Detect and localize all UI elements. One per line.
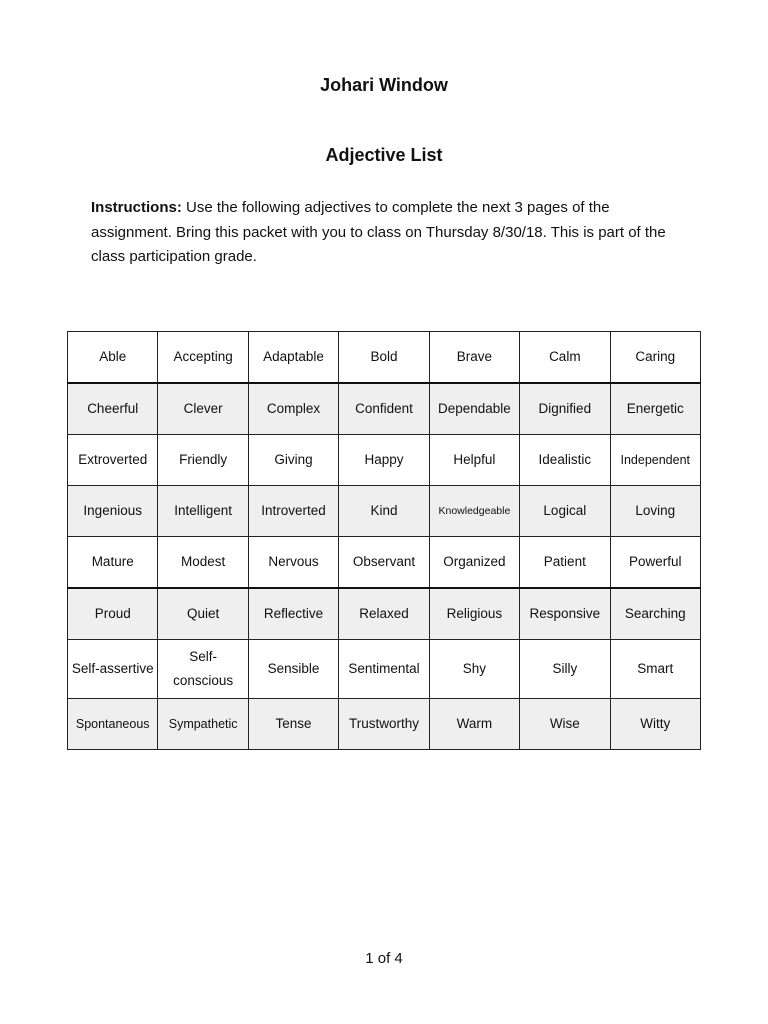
adjective-cell: Extroverted	[68, 435, 158, 486]
adjective-cell: Sympathetic	[158, 699, 248, 750]
table-row	[68, 537, 701, 589]
table-row	[68, 435, 701, 486]
adjective-cell: Spontaneous	[68, 699, 158, 750]
adjective-cell: Mature	[68, 537, 158, 589]
adjective-cell: Dependable	[429, 383, 519, 435]
adjective-cell: Clever	[158, 383, 248, 435]
adjective-cell: Trustworthy	[339, 699, 429, 750]
adjective-cell: Reflective	[248, 588, 338, 640]
adjective-cell: Happy	[339, 435, 429, 486]
adjective-cell: Tense	[248, 699, 338, 750]
adjective-cell: Able	[68, 332, 158, 384]
adjective-cell: Proud	[68, 588, 158, 640]
adjective-cell: Idealistic	[520, 435, 610, 486]
instructions-label: Instructions:	[91, 199, 182, 216]
table-row	[68, 699, 701, 750]
adjective-cell: Warm	[429, 699, 519, 750]
adjective-cell: Independent	[610, 435, 700, 486]
adjective-cell: Ingenious	[68, 486, 158, 537]
adjective-cell: Intelligent	[158, 486, 248, 537]
adjective-cell: Quiet	[158, 588, 248, 640]
adjective-cell: Religious	[429, 588, 519, 640]
adjective-cell: Kind	[339, 486, 429, 537]
table-row	[68, 383, 701, 435]
adjective-cell: Observant	[339, 537, 429, 589]
adjective-cell: Introverted	[248, 486, 338, 537]
document-subtitle: Adjective List	[325, 145, 443, 165]
adjective-cell: Helpful	[429, 435, 519, 486]
adjective-cell: Wise	[520, 699, 610, 750]
adjective-cell: Smart	[610, 640, 700, 699]
table-row	[68, 640, 701, 699]
adjective-table	[67, 331, 701, 750]
page-indicator: 1 of 4	[365, 950, 403, 967]
adjective-cell: Knowledgeable	[429, 486, 519, 537]
adjective-cell: Loving	[610, 486, 700, 537]
adjective-cell: Self-conscious	[158, 640, 248, 699]
instructions-text: Use the following adjectives to complete the next 3 pages of the assignment. Bring this packet with you to class on Thursday 8/30/18. This is part of the class participation grade.	[91, 199, 666, 265]
adjective-cell: Sentimental	[339, 640, 429, 699]
adjective-cell: Complex	[248, 383, 338, 435]
adjective-cell: Energetic	[610, 383, 700, 435]
adjective-cell: Shy	[429, 640, 519, 699]
adjective-cell: Dignified	[520, 383, 610, 435]
adjective-cell: Relaxed	[339, 588, 429, 640]
instructions-paragraph	[91, 196, 681, 270]
adjective-cell: Accepting	[158, 332, 248, 384]
adjective-cell: Friendly	[158, 435, 248, 486]
adjective-cell: Confident	[339, 383, 429, 435]
adjective-cell: Adaptable	[248, 332, 338, 384]
adjective-cell: Self-assertive	[68, 640, 158, 699]
table-row	[68, 588, 701, 640]
table-row	[68, 332, 701, 384]
adjective-cell: Patient	[520, 537, 610, 589]
adjective-cell: Bold	[339, 332, 429, 384]
adjective-cell: Searching	[610, 588, 700, 640]
adjective-cell: Logical	[520, 486, 610, 537]
adjective-cell: Giving	[248, 435, 338, 486]
adjective-cell: Organized	[429, 537, 519, 589]
adjective-cell: Cheerful	[68, 383, 158, 435]
adjective-cell: Caring	[610, 332, 700, 384]
adjective-cell: Sensible	[248, 640, 338, 699]
adjective-cell: Nervous	[248, 537, 338, 589]
adjective-cell: Silly	[520, 640, 610, 699]
adjective-cell: Powerful	[610, 537, 700, 589]
adjective-cell: Witty	[610, 699, 700, 750]
adjective-cell: Responsive	[520, 588, 610, 640]
adjective-cell: Calm	[520, 332, 610, 384]
adjective-cell: Brave	[429, 332, 519, 384]
document-title: Johari Window	[320, 75, 448, 95]
adjective-cell: Modest	[158, 537, 248, 589]
table-row	[68, 486, 701, 537]
